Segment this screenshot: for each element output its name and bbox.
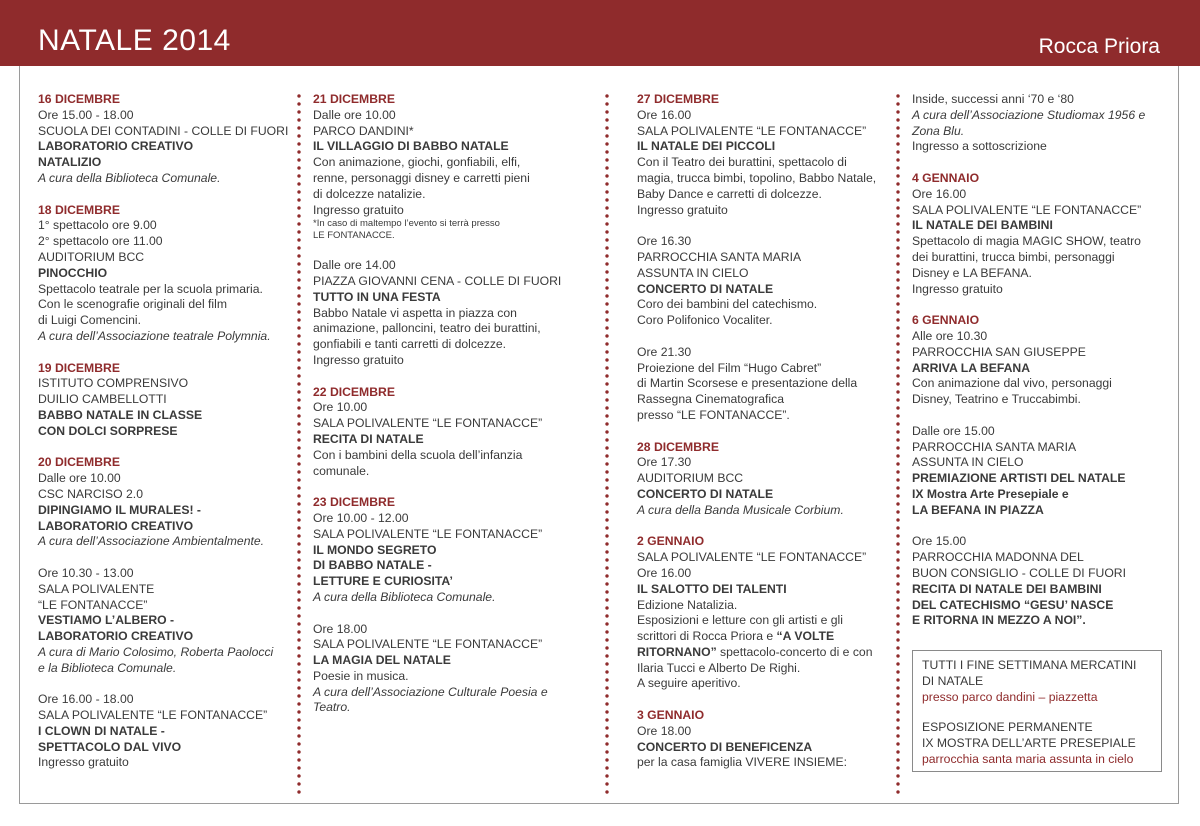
event-text: DUILIO CAMBELLOTTI xyxy=(38,392,167,407)
event-organizer: A cura dell’Associazione Ambientalmente. xyxy=(38,534,265,549)
event-note: LE FONTANACCE. xyxy=(313,230,395,242)
event-text: di Martin Scorsese e presentazione della xyxy=(637,376,858,391)
event-date: 21 DICEMBRE xyxy=(313,92,395,106)
box-line: IX MOSTRA DELL’ARTE PRESEPIALE xyxy=(922,736,1136,751)
event-text: Inside, successi anni ‘70 e ‘80 xyxy=(912,92,1074,106)
event-text: Con animazione dal vivo, personaggi xyxy=(912,376,1112,391)
event-block xyxy=(912,92,1172,155)
event-text: dei burattini, trucca bimbi, personaggi xyxy=(912,249,1115,264)
event-date: 16 DICEMBRE xyxy=(38,92,120,106)
event-text: animazione, palloncini, teatro dei burattini, xyxy=(313,321,541,336)
event-date: 27 DICEMBRE xyxy=(637,92,719,106)
event-text: Ore 16.30 xyxy=(637,234,692,249)
event-block xyxy=(38,455,293,550)
event-text: 1° spettacolo ore 9.00 xyxy=(38,218,157,233)
event-title: CONCERTO DI NATALE xyxy=(637,281,774,296)
event-organizer: A cura dell’Associazione teatrale Polymnia. xyxy=(38,328,271,343)
event-text: Ore 10.00 xyxy=(313,400,368,415)
event-text: Ingresso gratuito xyxy=(313,352,404,367)
event-title: LA MAGIA DEL NATALE xyxy=(313,653,451,668)
event-text: PARROCCHIA SANTA MARIA xyxy=(912,439,1077,454)
event-text: Ore 18.00 xyxy=(313,621,368,636)
event-text: Ore 10.00 - 12.00 xyxy=(313,510,409,525)
event-title: PREMIAZIONE ARTISTI DEL NATALE xyxy=(912,471,1126,486)
town-name: Rocca Priora xyxy=(1038,35,1160,58)
event-text: Con le scenografie originali del film xyxy=(38,297,228,312)
event-text: presso “LE FONTANACCE”. xyxy=(637,407,790,422)
event-block xyxy=(912,171,1172,297)
event-text: 2° spettacolo ore 11.00 xyxy=(38,234,163,249)
event-block xyxy=(38,566,293,677)
dotted-divider-2 xyxy=(605,92,609,798)
event-text: SALA POLIVALENTE “LE FONTANACCE” xyxy=(38,708,268,723)
event-text: SALA POLIVALENTE “LE FONTANACCE” xyxy=(313,637,543,652)
event-text: PARROCCHIA MADONNA DEL xyxy=(912,550,1084,565)
event-text: Dalle ore 14.00 xyxy=(313,258,396,273)
event-block xyxy=(313,622,593,717)
event-text: BUON CONSIGLIO - COLLE DI FUORI xyxy=(912,565,1126,580)
event-organizer: Zona Blu. xyxy=(912,123,965,138)
event-title: IL SALOTTO DEI TALENTI xyxy=(637,581,787,596)
event-text: Spettacolo di magia MAGIC SHOW, teatro xyxy=(912,234,1141,249)
event-title: DI BABBO NATALE - xyxy=(313,558,432,573)
event-text: Edizione Natalizia. xyxy=(637,597,738,612)
event-block xyxy=(38,692,293,771)
event-block xyxy=(637,440,892,519)
event-text: Ore 16.00 - 18.00 xyxy=(38,692,134,707)
event-block xyxy=(313,385,593,480)
event-text: PARROCCHIA SANTA MARIA xyxy=(637,249,802,264)
event-block xyxy=(313,92,593,242)
event-text: Ingresso gratuito xyxy=(637,202,728,217)
event-organizer: e la Biblioteca Comunale. xyxy=(38,660,177,675)
event-title: VESTIAMO L’ALBERO - xyxy=(38,613,175,628)
event-text: di Luigi Comencini. xyxy=(38,313,141,328)
event-text: SALA POLIVALENTE “LE FONTANACCE” xyxy=(637,550,867,565)
event-text: SALA POLIVALENTE “LE FONTANACCE” xyxy=(313,526,543,541)
box-line: ESPOSIZIONE PERMANENTE xyxy=(922,720,1093,735)
event-text: AUDITORIUM BCC xyxy=(38,249,145,264)
event-text: ASSUNTA IN CIELO xyxy=(637,265,749,280)
header-banner xyxy=(0,0,1200,66)
event-title: RECITA DI NATALE xyxy=(313,431,424,446)
event-title: CONCERTO DI BENEFICENZA xyxy=(637,739,813,754)
event-title: E RITORNA IN MEZZO A NOI”. xyxy=(912,613,1086,628)
event-block xyxy=(38,203,293,345)
event-organizer: A cura di Mario Colosimo, Roberta Paolocci xyxy=(38,644,274,659)
info-box xyxy=(912,650,1162,772)
event-text: Coro Polifonico Vocaliter. xyxy=(637,313,773,328)
event-text-bold: RITORNANO” xyxy=(637,644,717,659)
event-text: Ore 15.00 - 18.00 xyxy=(38,107,134,122)
event-text: Ore 16.00 xyxy=(637,107,692,122)
event-title: DIPINGIAMO IL MURALES! - xyxy=(38,502,201,517)
event-title: IX Mostra Arte Presepiale e xyxy=(912,486,1069,501)
event-title: LABORATORIO CREATIVO xyxy=(38,629,194,644)
event-text: Con il Teatro dei burattini, spettacolo di xyxy=(637,155,847,170)
event-date: 4 GENNAIO xyxy=(912,170,980,185)
event-text: PARROCCHIA SAN GIUSEPPE xyxy=(912,344,1086,359)
event-text xyxy=(637,645,892,661)
event-date: 20 DICEMBRE xyxy=(38,455,120,470)
page-title: NATALE 2014 xyxy=(38,24,231,57)
event-text-bold: “A VOLTE xyxy=(776,629,835,644)
event-date: 2 GENNAIO xyxy=(637,534,705,549)
box-line-location: parrocchia santa maria assunta in cielo xyxy=(922,751,1134,766)
event-text: Coro dei bambini del catechismo. xyxy=(637,297,818,312)
event-text: Disney, Teatrino e Truccabimbi. xyxy=(912,392,1081,407)
event-block xyxy=(38,361,293,440)
event-block xyxy=(38,92,293,187)
event-text: SALA POLIVALENTE “LE FONTANACCE” xyxy=(313,416,543,431)
event-title: TUTTO IN UNA FESTA xyxy=(313,289,441,304)
event-text: ISTITUTO COMPRENSIVO xyxy=(38,376,189,391)
event-text: Ore 15.00 xyxy=(912,534,967,549)
event-text: Rassegna Cinematografica xyxy=(637,392,785,407)
event-text: Ilaria Tucci e Alberto De Righi. xyxy=(637,660,801,675)
event-title: I CLOWN DI NATALE - xyxy=(38,723,165,738)
event-title: LETTURE E CURIOSITA’ xyxy=(313,574,453,589)
event-text xyxy=(637,629,892,645)
event-text: SALA POLIVALENTE xyxy=(38,581,155,596)
event-block xyxy=(637,234,892,329)
event-title: CON DOLCI SORPRESE xyxy=(38,423,178,438)
event-date: 18 DICEMBRE xyxy=(38,202,120,217)
event-title: RECITA DI NATALE DEI BAMBINI xyxy=(912,581,1102,596)
event-title: NATALIZIO xyxy=(38,155,102,170)
event-text: Con i bambini della scuola dell’infanzia xyxy=(313,447,523,462)
event-text: CSC NARCISO 2.0 xyxy=(38,486,143,501)
event-organizer: A cura della Biblioteca Comunale. xyxy=(38,170,221,185)
event-text: Esposizioni e letture con gli artisti e gli xyxy=(637,613,843,628)
event-text: Ingresso gratuito xyxy=(912,281,1003,296)
event-text: per la casa famiglia VIVERE INSIEME: xyxy=(637,755,847,770)
event-title: DEL CATECHISMO “GESU’ NASCE xyxy=(912,597,1114,612)
event-text: Ingresso gratuito xyxy=(38,755,129,770)
event-title: CONCERTO DI NATALE xyxy=(637,486,774,501)
column-4 xyxy=(912,92,1172,645)
event-block xyxy=(637,708,892,771)
event-text: Alle ore 10.30 xyxy=(912,328,988,343)
event-block xyxy=(637,92,892,218)
event-text: di dolcezze natalizie. xyxy=(313,186,426,201)
event-title: LA BEFANA IN PIAZZA xyxy=(912,502,1044,517)
event-text: SALA POLIVALENTE “LE FONTANACCE” xyxy=(912,202,1142,217)
event-block xyxy=(912,534,1172,629)
event-text-plain: spettacolo-concerto di e con xyxy=(716,644,873,659)
event-text: PARCO DANDINI* xyxy=(313,123,414,138)
event-date: 3 GENNAIO xyxy=(637,708,705,723)
event-text: A seguire aperitivo. xyxy=(637,676,741,691)
event-organizer: A cura dell’Associazione Studiomax 1956 e xyxy=(912,107,1146,122)
event-date: 28 DICEMBRE xyxy=(637,439,719,454)
event-text: Proiezione del Film “Hugo Cabret” xyxy=(637,360,822,375)
event-date: 22 DICEMBRE xyxy=(313,384,395,399)
event-text: Ore 18.00 xyxy=(637,723,692,738)
event-title: IL NATALE DEI BAMBINI xyxy=(912,218,1053,233)
event-block xyxy=(637,534,892,692)
event-text: Spettacolo teatrale per la scuola primaria. xyxy=(38,281,263,296)
event-text: SALA POLIVALENTE “LE FONTANACCE” xyxy=(637,123,867,138)
column-1 xyxy=(38,92,293,787)
event-date: 23 DICEMBRE xyxy=(313,495,395,510)
event-organizer: A cura della Banda Musicale Corbium. xyxy=(637,502,844,517)
column-3 xyxy=(637,92,892,787)
event-text: AUDITORIUM BCC xyxy=(637,471,744,486)
event-text: Dalle ore 15.00 xyxy=(912,423,995,438)
event-title: IL NATALE DEI PICCOLI xyxy=(637,139,776,154)
box-line-location: presso parco dandini – piazzetta xyxy=(922,689,1098,704)
event-text: Ore 17.30 xyxy=(637,455,692,470)
event-title: LABORATORIO CREATIVO xyxy=(38,139,194,154)
event-date: 19 DICEMBRE xyxy=(38,360,120,375)
event-organizer: A cura della Biblioteca Comunale. xyxy=(313,589,496,604)
dotted-divider-3 xyxy=(896,92,900,798)
event-text: Con animazione, giochi, gonfiabili, elfi, xyxy=(313,155,521,170)
event-text: SCUOLA DEI CONTADINI - COLLE DI FUORI xyxy=(38,123,289,138)
event-text: Baby Dance e carretti di dolcezze. xyxy=(637,186,822,201)
event-organizer: Teatro. xyxy=(313,700,351,715)
event-text: Ingresso a sottoscrizione xyxy=(912,139,1047,154)
event-note: *In caso di maltempo l’evento si terrà presso xyxy=(313,218,500,230)
dotted-divider-1 xyxy=(297,92,301,798)
event-text: Ingresso gratuito xyxy=(313,202,404,217)
event-block xyxy=(313,495,593,606)
event-organizer: A cura dell’Associazione Culturale Poesia e xyxy=(313,684,548,699)
event-text: renne, personaggi disney e carretti pieni xyxy=(313,170,530,185)
event-text: Ore 10.30 - 13.00 xyxy=(38,565,134,580)
event-block xyxy=(313,258,593,369)
event-text: PIAZZA GIOVANNI CENA - COLLE DI FUORI xyxy=(313,273,562,288)
event-title: IL VILLAGGIO DI BABBO NATALE xyxy=(313,139,509,154)
event-title: LABORATORIO CREATIVO xyxy=(38,518,194,533)
event-text: Dalle ore 10.00 xyxy=(313,107,396,122)
event-text: Ore 16.00 xyxy=(637,565,692,580)
event-text: Poesie in musica. xyxy=(313,668,409,683)
event-text-plain: scrittori di Rocca Priora e xyxy=(637,629,777,644)
event-text: Dalle ore 10.00 xyxy=(38,471,121,486)
column-2 xyxy=(313,92,593,732)
event-text: gonfiabili e tanti carretti di dolcezze. xyxy=(313,337,507,352)
event-date: 6 GENNAIO xyxy=(912,313,980,328)
event-title: IL MONDO SEGRETO xyxy=(313,542,437,557)
event-text: Ore 21.30 xyxy=(637,344,692,359)
event-title: BABBO NATALE IN CLASSE xyxy=(38,407,203,422)
event-text: comunale. xyxy=(313,463,370,478)
box-line: DI NATALE xyxy=(922,673,984,688)
event-text: Disney e LA BEFANA. xyxy=(912,265,1032,280)
event-text: ASSUNTA IN CIELO xyxy=(912,455,1024,470)
event-title: PINOCCHIO xyxy=(38,265,108,280)
event-block xyxy=(912,313,1172,408)
event-text: magia, trucca bimbi, topolino, Babbo Natale, xyxy=(637,170,877,185)
event-text: Ore 16.00 xyxy=(912,186,967,201)
event-title: ARRIVA LA BEFANA xyxy=(912,360,1031,375)
event-text: Babbo Natale vi aspetta in piazza con xyxy=(313,305,517,320)
event-text: “LE FONTANACCE” xyxy=(38,597,148,612)
box-line: TUTTI I FINE SETTIMANA MERCATINI xyxy=(922,658,1137,672)
event-block xyxy=(912,424,1172,519)
event-block xyxy=(637,345,892,424)
event-title: SPETTACOLO DAL VIVO xyxy=(38,739,182,754)
